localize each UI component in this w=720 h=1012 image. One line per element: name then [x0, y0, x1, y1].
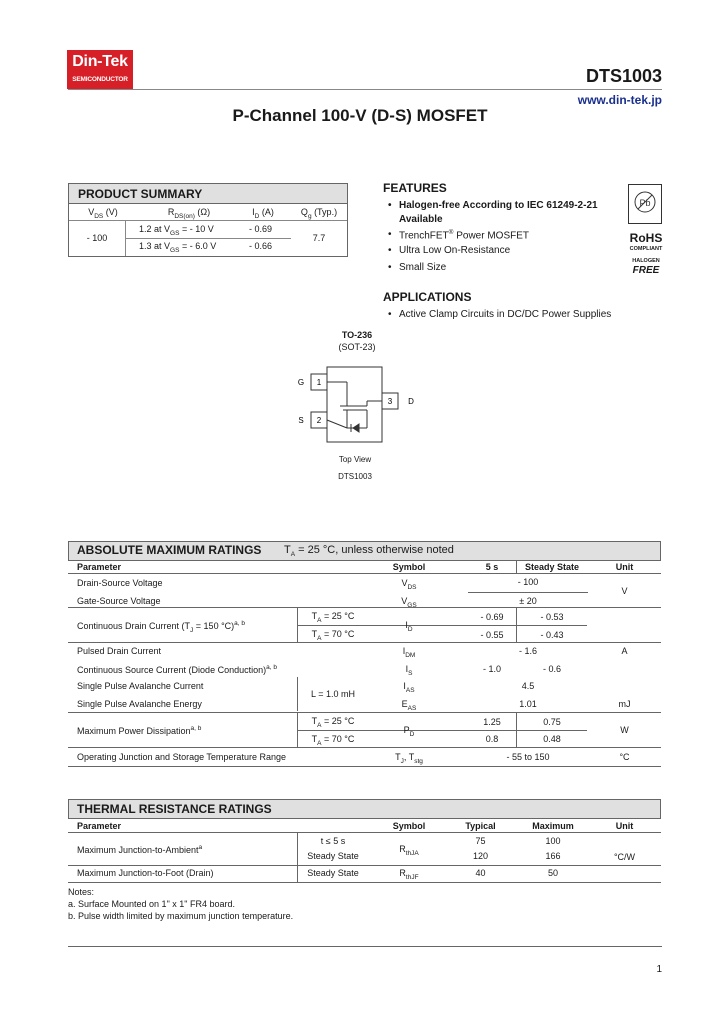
- unit-w: W: [620, 725, 629, 735]
- h-ss: Steady State: [524, 562, 580, 572]
- h-symbol: Symbol: [392, 562, 426, 572]
- val-pd-ass: 0.75: [543, 717, 561, 727]
- val-idm: - 1.6: [518, 646, 537, 656]
- cond-pd-ta70: $T_A = 70$ °C: [311, 734, 355, 747]
- val-pd-b5: 0.8: [485, 734, 499, 744]
- row-drain-source: Drain-Source Voltage: [77, 578, 163, 588]
- website-link[interactable]: www.din-tek.jp: [577, 93, 662, 107]
- rohs-compliant: COMPLIANT: [629, 246, 663, 252]
- val-is-ss: - 0.6: [542, 664, 561, 674]
- cond-pd-ta25: $T_A = 25$ °C: [311, 716, 355, 729]
- row-foot: Maximum Junction-to-Foot (Drain): [77, 868, 214, 878]
- rohs-label: RoHS: [629, 231, 663, 245]
- row-ambient: Maximum Junction-to-Ambient$^a$: [77, 844, 203, 855]
- thermal-heading: THERMAL RESISTANCE RATINGS: [77, 802, 272, 816]
- package-marking: DTS1003: [338, 472, 372, 481]
- abs-max-condition: $T_A = 25$ °C, unless otherwise noted: [284, 544, 454, 559]
- sym-ias: $I_{AS}$: [403, 681, 415, 694]
- row-cont-drain: Continuous Drain Current ($T_J = 150$ °C)$^{a, b}$: [77, 620, 246, 634]
- sym-idm: $I_{DM}$: [402, 646, 416, 659]
- val-typ3: 40: [475, 868, 486, 878]
- halogen-label: HALOGEN: [632, 258, 660, 264]
- hsep: [68, 607, 661, 608]
- val-typ2: 120: [472, 851, 489, 861]
- sym-vgs: $V_{GS}$: [401, 596, 417, 609]
- cond-ss2: Steady State: [307, 868, 359, 878]
- product-summary-table: [68, 183, 348, 257]
- pin-d-label: D: [408, 397, 414, 406]
- pin3-label: 3: [387, 397, 393, 406]
- package-view: Top View: [338, 455, 372, 464]
- features-heading: FEATURES: [383, 181, 447, 195]
- val-temp: - 55 to 150: [506, 752, 550, 762]
- pinout-diagram: [295, 352, 420, 452]
- cond-ta25: $T_A = 25$ °C: [311, 611, 355, 624]
- val-typ1: 75: [475, 836, 486, 846]
- free-label: FREE: [632, 265, 660, 276]
- hsep: [68, 712, 661, 713]
- cond-t5s: t ≤ 5 s: [320, 836, 346, 846]
- val-vgs: ± 20: [519, 596, 537, 606]
- sym-id: $I_D$: [405, 620, 413, 633]
- sym-eas: $E_{AS}$: [401, 699, 417, 712]
- ps-divider: [69, 220, 347, 221]
- hdr-line: [68, 573, 661, 574]
- hsep: [68, 642, 661, 643]
- note-b: b. Pulse width limited by maximum junction temperature.: [68, 911, 294, 921]
- thermal-mid-line: [68, 865, 661, 866]
- ps-row1-id: - 0.69: [249, 224, 273, 234]
- part-number: DTS1003: [585, 66, 662, 86]
- pin-s-label: S: [298, 416, 304, 425]
- h-unit: Unit: [615, 562, 634, 572]
- footer-divider: [68, 946, 662, 947]
- ps-row1-rds: 1.2 at $V_{GS}$ = - 10 V: [139, 224, 214, 237]
- h-param: Parameter: [77, 562, 122, 572]
- ps-vds: - 100: [86, 233, 108, 243]
- val-id-ass: - 0.53: [540, 612, 564, 622]
- val-is-5: - 1.0: [482, 664, 501, 674]
- val-max1: 100: [545, 836, 561, 846]
- val-id-b5: - 0.55: [480, 630, 504, 640]
- val-ias: 4.5: [521, 681, 535, 691]
- thermal-hdr-line: [68, 832, 661, 833]
- unit-cw: °C/W: [613, 852, 636, 862]
- pin2-label: 2: [316, 416, 322, 425]
- col-rds: $R_{DS(on)}$ (Ω): [167, 207, 211, 220]
- col-id: $I_D$ (A): [252, 207, 274, 220]
- ps-row2-id: - 0.66: [249, 241, 273, 251]
- val-max2: 166: [545, 851, 561, 861]
- sym-pd: $P_D$: [403, 725, 415, 738]
- thermal-bottom-line: [68, 882, 661, 883]
- notes-heading: Notes:: [68, 887, 95, 897]
- val-pd-bss: 0.48: [543, 734, 561, 744]
- unit-a: A: [621, 646, 628, 656]
- h-5s: 5 s: [485, 562, 499, 572]
- pb-label: Pb: [639, 198, 651, 208]
- row-temperature: Operating Junction and Storage Temperature Range: [77, 752, 286, 762]
- th-symbol: Symbol: [392, 821, 426, 831]
- unit-v: V: [621, 586, 628, 596]
- unit-c: °C: [619, 752, 630, 762]
- row-avalanche-current: Single Pulse Avalanche Current: [77, 681, 204, 691]
- hsep: [468, 592, 588, 593]
- col-qg: $Q_g$ (Typ.): [300, 207, 338, 220]
- product-summary-heading: PRODUCT SUMMARY: [69, 184, 347, 204]
- logo-sub: SEMICONDUCTOR: [72, 76, 128, 83]
- header-divider: [68, 89, 662, 90]
- cond-l: L = 1.0 mH: [311, 689, 355, 699]
- ps-qg: 7.7: [312, 233, 326, 243]
- thermal-ratings-table: [68, 799, 661, 883]
- pb-free-icon: [628, 184, 662, 224]
- val-max3: 50: [547, 868, 558, 878]
- val-id-bss: - 0.43: [540, 630, 564, 640]
- col-vds: $V_{DS}$ (V): [88, 207, 118, 220]
- unit-mj: mJ: [618, 699, 631, 709]
- abs-max-ratings-table: [68, 541, 661, 767]
- din-tek-logo: [67, 50, 133, 89]
- th-param: Parameter: [77, 821, 122, 831]
- ps-mid-line: [125, 238, 291, 239]
- bottom-line: [68, 766, 661, 767]
- sym-is: $I_S$: [405, 664, 413, 677]
- package-sub: (SOT-23): [338, 342, 376, 352]
- applications-heading: APPLICATIONS: [383, 290, 472, 304]
- row-gate-source: Gate-Source Voltage: [77, 596, 161, 606]
- pin1-label: 1: [316, 378, 322, 387]
- sym-tj: $T_J$, $T_{stg}$: [395, 752, 423, 765]
- vsep: [516, 561, 517, 574]
- sym-rthjf: $R_{thJF}$: [399, 868, 419, 881]
- abs-max-heading: ABSOLUTE MAXIMUM RATINGS: [77, 543, 262, 557]
- pin-g-label: G: [297, 378, 305, 387]
- th-unit: Unit: [615, 821, 634, 831]
- note-a: a. Surface Mounted on 1" x 1" FR4 board.: [68, 899, 235, 909]
- ps-row2-rds: 1.3 at $V_{GS}$ = - 6.0 V: [139, 241, 217, 254]
- package-name: TO-236: [341, 330, 373, 340]
- th-max: Maximum: [532, 821, 574, 831]
- logo-name: Din-Tek: [72, 53, 128, 70]
- row-power: Maximum Power Dissipation$^{a, b}$: [77, 725, 202, 736]
- cond-ss: Steady State: [307, 851, 359, 861]
- page-number: 1: [656, 964, 662, 975]
- page-title: P-Channel 100-V (D-S) MOSFET: [232, 106, 488, 125]
- cond-ta70: $T_A = 70$ °C: [311, 629, 355, 642]
- val-pd-a5: 1.25: [483, 717, 501, 727]
- sym-vds: $V_{DS}$: [401, 578, 417, 591]
- hsep: [68, 747, 661, 748]
- val-eas: 1.01: [519, 699, 537, 709]
- row-cont-source: Continuous Source Current (Diode Conduction)$^{a, b}$: [77, 664, 277, 675]
- sym-rthja: $R_{thJA}$: [399, 844, 419, 857]
- th-typ: Typical: [465, 821, 496, 831]
- val-vds: - 100: [517, 577, 539, 587]
- row-pulsed: Pulsed Drain Current: [77, 646, 162, 656]
- row-avalanche-energy: Single Pulse Avalanche Energy: [77, 699, 202, 709]
- val-id-a5: - 0.69: [480, 612, 504, 622]
